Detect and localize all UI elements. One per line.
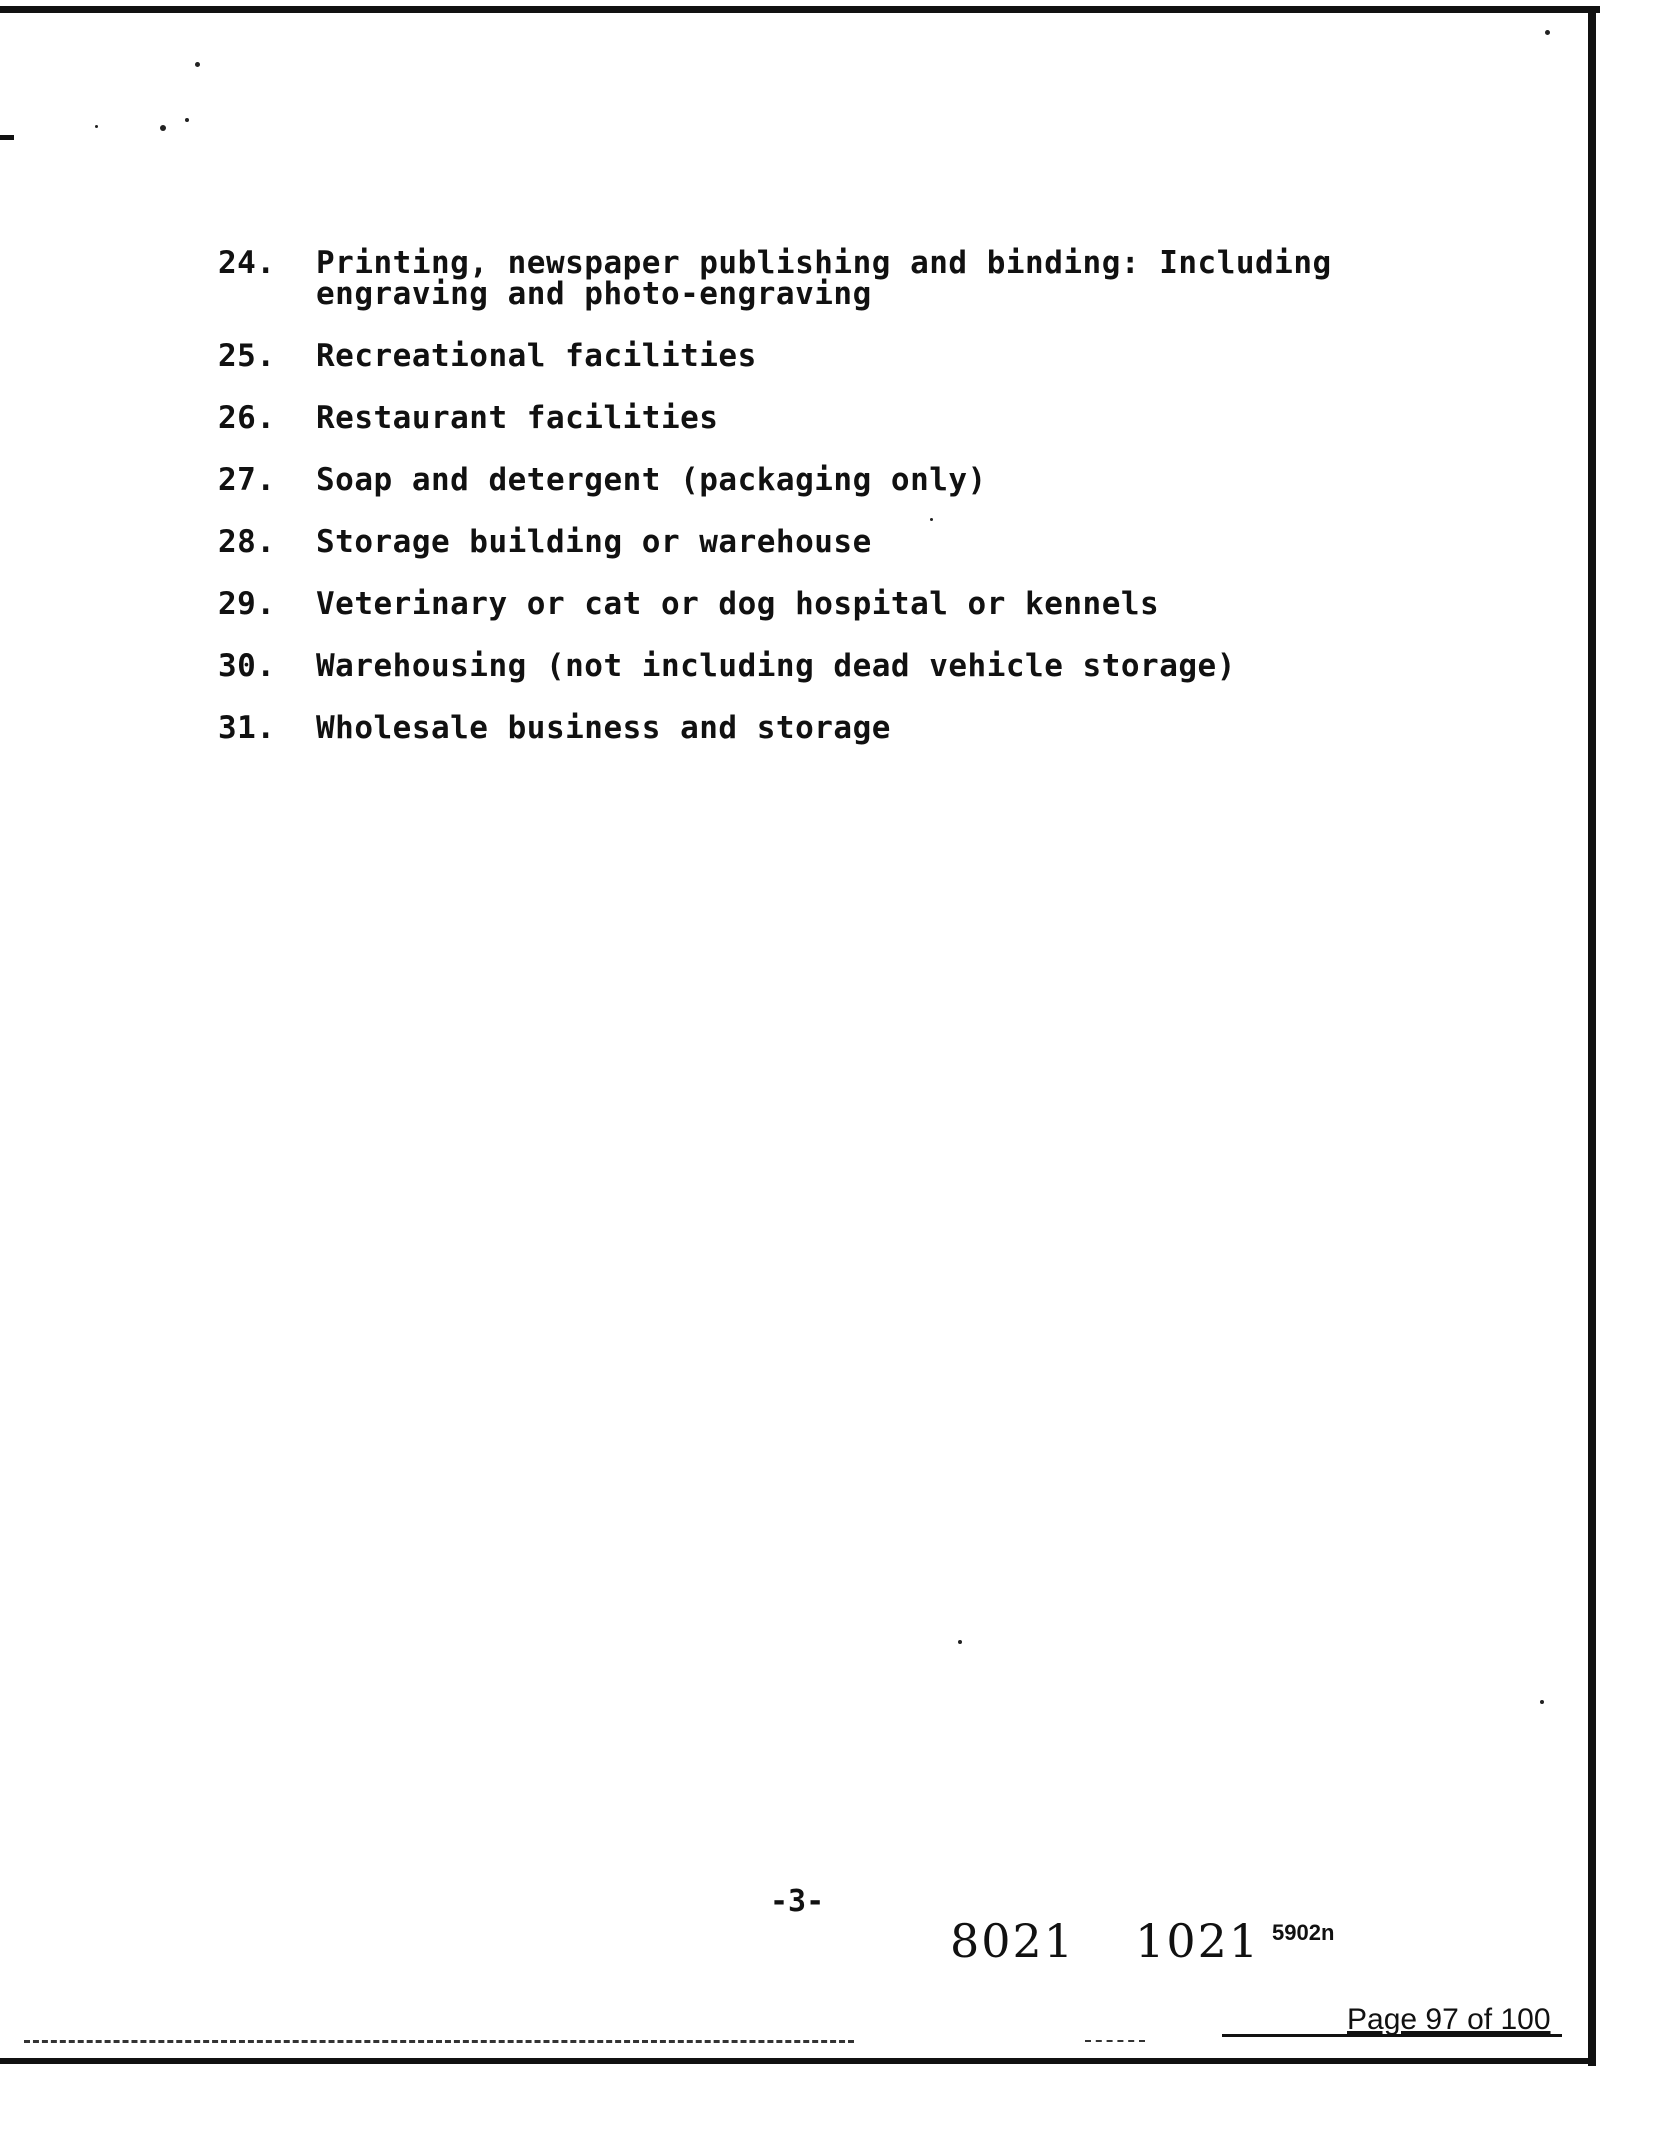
item-number: 30.	[218, 648, 276, 684]
document-code-suffix: 5902n	[1272, 1920, 1335, 1945]
list-item	[218, 710, 1418, 746]
item-text-line: engraving and photo-engraving	[316, 276, 872, 312]
scan-speck	[185, 118, 189, 122]
scan-speck	[195, 62, 200, 67]
scan-border-mark	[0, 135, 14, 140]
item-text: Veterinary or cat or dog hospital or kennels	[316, 586, 1160, 622]
scan-speck	[160, 125, 166, 131]
item-text	[316, 245, 1418, 312]
item-number: 24.	[218, 245, 276, 281]
item-text: Soap and detergent (packaging only)	[316, 462, 987, 498]
item-number: 31.	[218, 710, 276, 746]
page-number: -3-	[770, 1884, 825, 1919]
scan-border-bottom	[0, 2058, 1596, 2064]
item-number: 28.	[218, 524, 276, 560]
item-text: Recreational facilities	[316, 338, 757, 374]
scan-speck	[95, 125, 98, 128]
scan-speck	[1545, 30, 1550, 35]
item-text: Wholesale business and storage	[316, 710, 891, 746]
scan-dash-line	[1085, 2040, 1145, 2042]
list-item	[218, 338, 1418, 374]
list-item	[218, 462, 1418, 498]
scan-border-top	[0, 6, 1600, 13]
list-item	[218, 400, 1418, 436]
usage-list	[218, 245, 1418, 775]
list-item	[218, 524, 1418, 560]
item-text-line: Printing, newspaper publishing and binding: Including	[316, 245, 1332, 281]
scan-speck	[1540, 1700, 1544, 1704]
list-item	[218, 586, 1418, 622]
item-text: Storage building or warehouse	[316, 524, 872, 560]
document-code	[950, 1914, 1320, 1968]
item-text: Warehousing (not including dead vehicle storage)	[316, 648, 1236, 684]
list-item	[218, 245, 1418, 312]
page-of-count: Page 97 of 100	[1347, 2003, 1551, 2036]
item-number: 25.	[218, 338, 276, 374]
item-number: 27.	[218, 462, 276, 498]
scan-border-right	[1588, 6, 1596, 2066]
scan-dash-line	[24, 2040, 854, 2043]
list-item	[218, 648, 1418, 684]
item-text: Restaurant facilities	[316, 400, 719, 436]
scan-speck	[958, 1640, 962, 1644]
item-number: 26.	[218, 400, 276, 436]
document-code-b: 1021	[1135, 1914, 1261, 1968]
item-number: 29.	[218, 586, 276, 622]
document-code-a: 8021	[950, 1914, 1076, 1968]
